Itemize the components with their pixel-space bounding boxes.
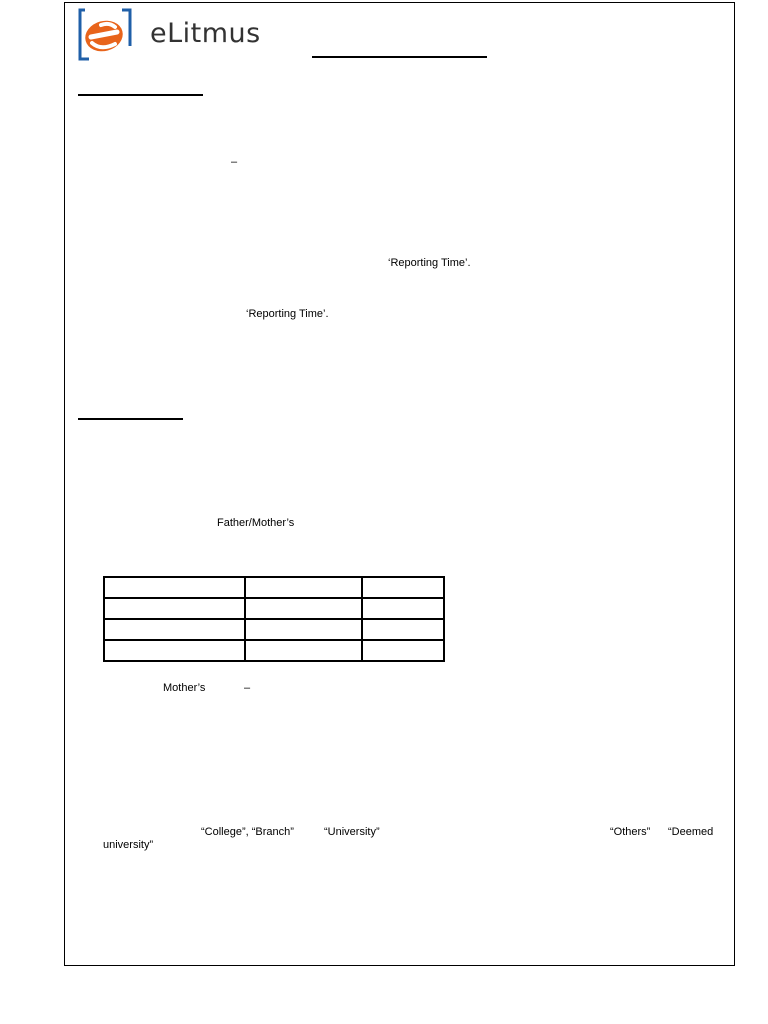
section-heading-underline-1 xyxy=(78,94,203,96)
dash-text-1: – xyxy=(231,156,238,168)
table-row xyxy=(104,598,444,619)
elitmus-logo xyxy=(77,6,277,62)
table-cell xyxy=(104,598,245,619)
deemed-text: “Deemed xyxy=(668,826,714,838)
university-text: “University” xyxy=(324,826,380,838)
mother-text: Mother’s xyxy=(163,682,206,694)
table-row xyxy=(104,577,444,598)
table-cell xyxy=(362,598,444,619)
table-cell xyxy=(104,640,245,661)
table-cell xyxy=(245,577,362,598)
table-row xyxy=(104,619,444,640)
reporting-time-text-1: ‘Reporting Time’. xyxy=(388,257,471,269)
table-cell xyxy=(362,577,444,598)
table-cell xyxy=(104,577,245,598)
table-cell xyxy=(362,640,444,661)
table-cell xyxy=(245,640,362,661)
elitmus-logo-icon xyxy=(77,6,133,62)
college-branch-text: “College”, “Branch” xyxy=(201,826,294,838)
others-text: “Others” xyxy=(610,826,651,838)
section-heading-underline-2 xyxy=(78,418,183,420)
document-page xyxy=(64,2,735,966)
table-cell xyxy=(104,619,245,640)
father-mother-text: Father/Mother’s xyxy=(217,517,295,529)
table-cell xyxy=(245,598,362,619)
university-end-text: university” xyxy=(103,839,154,851)
table-cell xyxy=(362,619,444,640)
title-underline xyxy=(312,56,487,58)
reporting-time-text-2: ‘Reporting Time’. xyxy=(246,308,329,320)
table-row xyxy=(104,640,444,661)
dash-text-2: – xyxy=(244,682,251,694)
table-cell xyxy=(245,619,362,640)
brand-name: eLitmus xyxy=(150,18,261,49)
details-table xyxy=(103,576,445,662)
